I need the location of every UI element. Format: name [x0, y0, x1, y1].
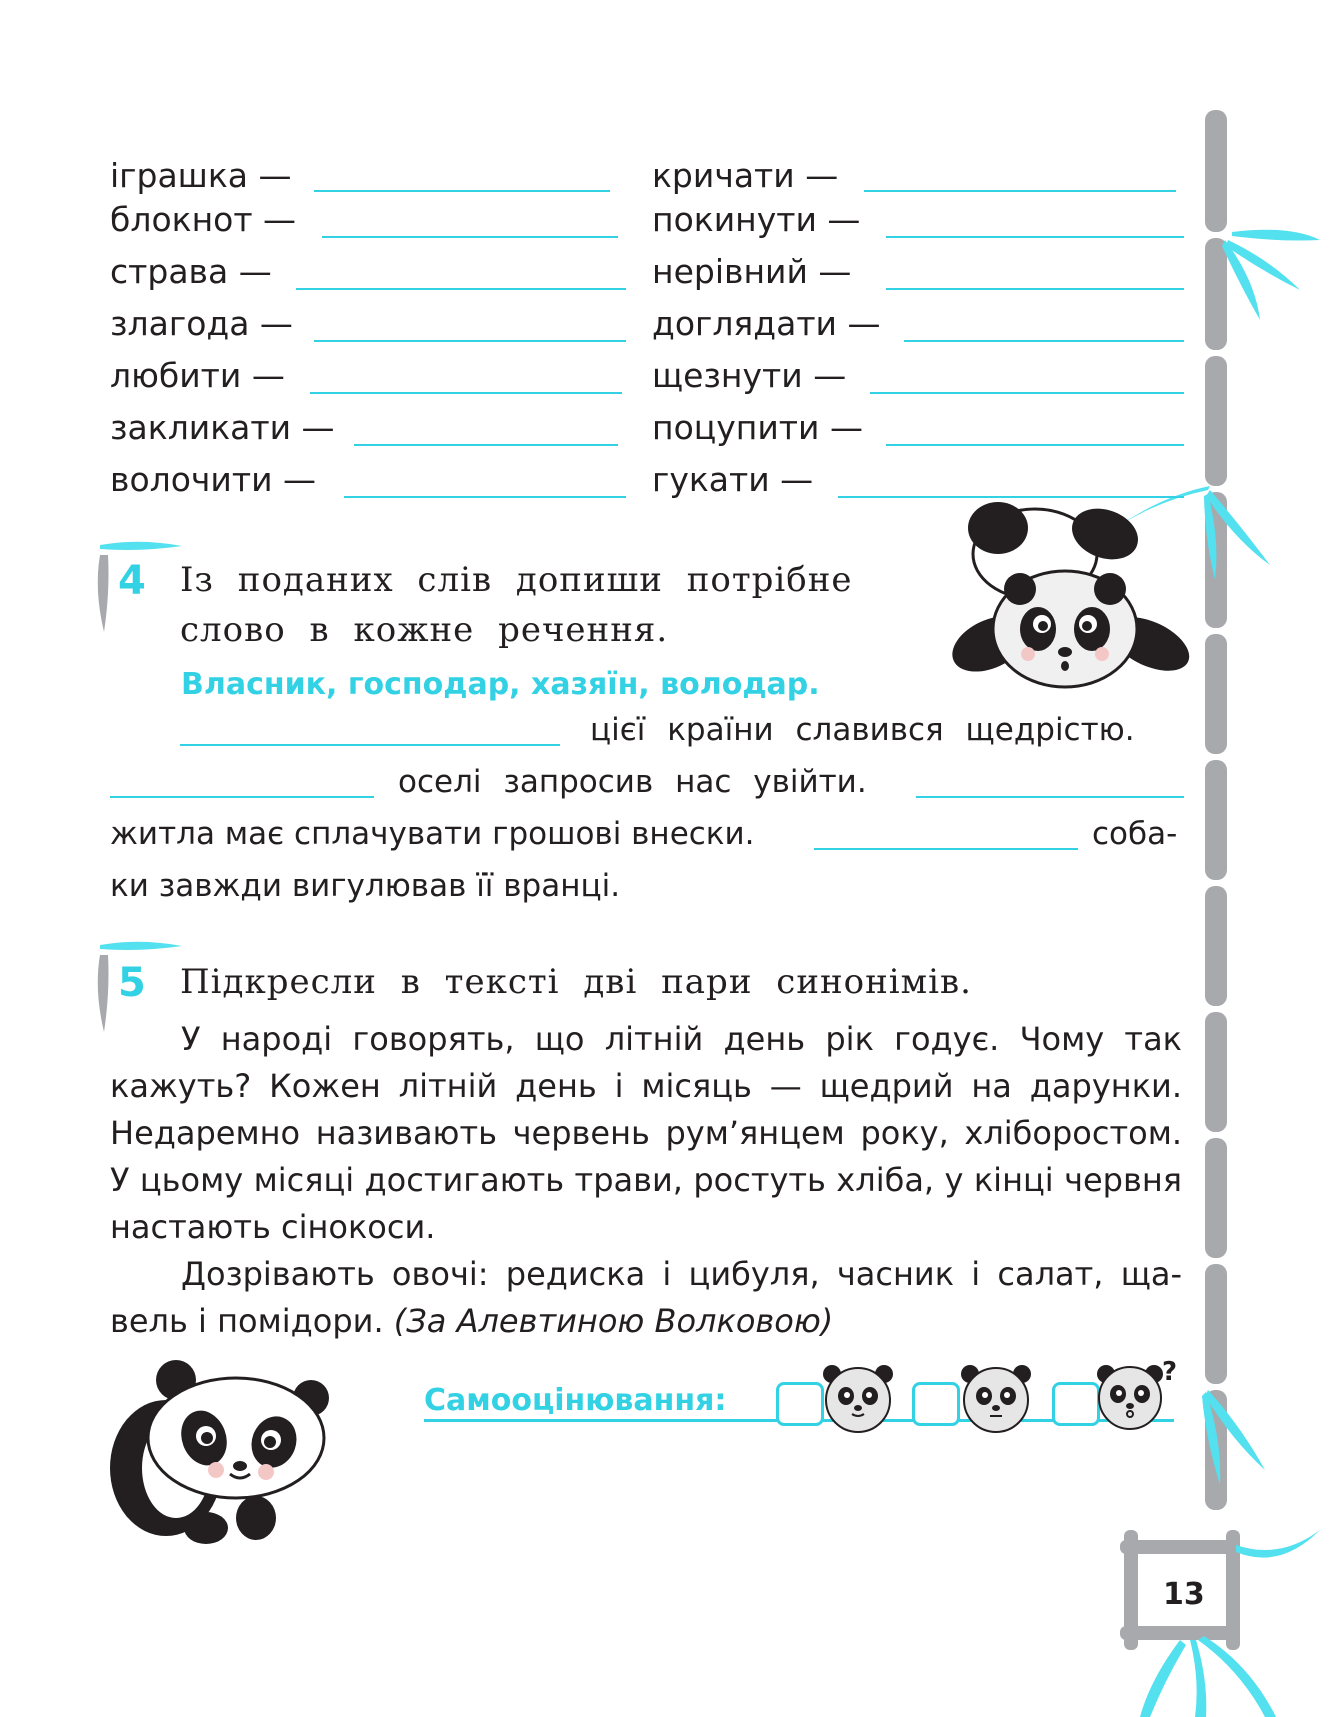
sentence-2: оселі запросив нас увійти. [398, 764, 867, 800]
panda-neutral-icon [956, 1362, 1036, 1434]
text-author: (За Алевтиною Волковою) [393, 1302, 834, 1340]
pair-right-3: нерівний — [652, 252, 852, 291]
self-assessment-box-neutral[interactable] [912, 1382, 960, 1426]
exercise-5-text [110, 1016, 1182, 1345]
answer-line-left-4[interactable] [314, 340, 626, 342]
exercise-4-title-line1: Із поданих слів допиши потрібне [180, 560, 853, 600]
answer-line-s4[interactable] [814, 848, 1078, 850]
pair-right-6: поцупити — [652, 408, 863, 447]
page-number: 13 [1163, 1577, 1205, 1612]
text-paragraph-2 [110, 1251, 1182, 1345]
pair-left-6: закликати — [110, 408, 335, 447]
answer-line-left-1[interactable] [314, 190, 610, 192]
answer-line-s1[interactable] [180, 744, 560, 746]
pair-left-4: злагода — [110, 304, 293, 343]
pair-left-7: волочити — [110, 460, 317, 499]
pair-left-1: іграшка — [110, 156, 292, 195]
pair-left-3: страва — [110, 252, 272, 291]
pair-right-2: покинути — [652, 200, 861, 239]
self-assessment-label: Самооцінювання: [424, 1383, 727, 1418]
pair-left-5: любити — [110, 356, 285, 395]
exercise-4-word-list: Власник, господар, хазяїн, володар. [181, 667, 820, 702]
answer-line-left-6[interactable] [354, 444, 618, 446]
exercise-4-number: 4 [118, 558, 146, 604]
answer-line-right-3[interactable] [886, 288, 1184, 290]
answer-line-right-5[interactable] [870, 392, 1184, 394]
answer-line-right-2[interactable] [886, 236, 1184, 238]
pair-right-5: щезнути — [652, 356, 847, 395]
exercise-5-number: 5 [118, 960, 146, 1006]
answer-line-left-3[interactable] [296, 288, 626, 290]
answer-line-left-5[interactable] [310, 392, 622, 394]
panda-confused-icon [1092, 1356, 1188, 1432]
panda-happy-icon [818, 1362, 898, 1434]
panda-lying-illustration [950, 494, 1190, 694]
sentence-4: ки завжди вигулював її вранці. [110, 868, 621, 904]
panda-standing-illustration [106, 1358, 336, 1548]
self-assessment-box-happy[interactable] [776, 1382, 824, 1426]
svg-text:?: ? [1162, 1357, 1178, 1387]
answer-line-s2a[interactable] [110, 796, 374, 798]
answer-line-left-7[interactable] [344, 496, 626, 498]
answer-line-left-2[interactable] [322, 236, 618, 238]
pair-right-1: кричати — [652, 156, 839, 195]
answer-line-right-4[interactable] [904, 340, 1184, 342]
text-paragraph-1: У народі говорять, що літній день рік годує. Чому так кажуть? Кожен літній день і місяць — щедрий на дарунки. Недаремно називають червень рум’янцем року, хліборостом. У цьому місяці достигають трави, ростуть хліба, у кінці червня настають сінокоси. [110, 1020, 1182, 1246]
pair-right-4: доглядати — [652, 304, 881, 343]
answer-line-s3[interactable] [916, 796, 1184, 798]
answer-line-right-1[interactable] [864, 190, 1176, 192]
sentence-3-hyphen: соба- [1092, 816, 1178, 852]
sentence-3: житла має сплачувати грошові внески. [110, 816, 755, 852]
answer-line-right-6[interactable] [886, 444, 1184, 446]
pair-right-7: гукати — [652, 460, 814, 499]
exercise-4-title-line2: слово в кожне речення. [180, 610, 669, 650]
sentence-1: цієї країни славився щедрістю. [590, 712, 1135, 748]
exercise-5-title: Підкресли в тексті дві пари синонімів. [180, 962, 972, 1002]
text-paragraph-2-body: Дозрівають овочі: редиска і цибуля, часник і салат, щавель і помідори. [110, 1255, 1182, 1340]
pair-left-2: блокнот — [110, 200, 297, 239]
